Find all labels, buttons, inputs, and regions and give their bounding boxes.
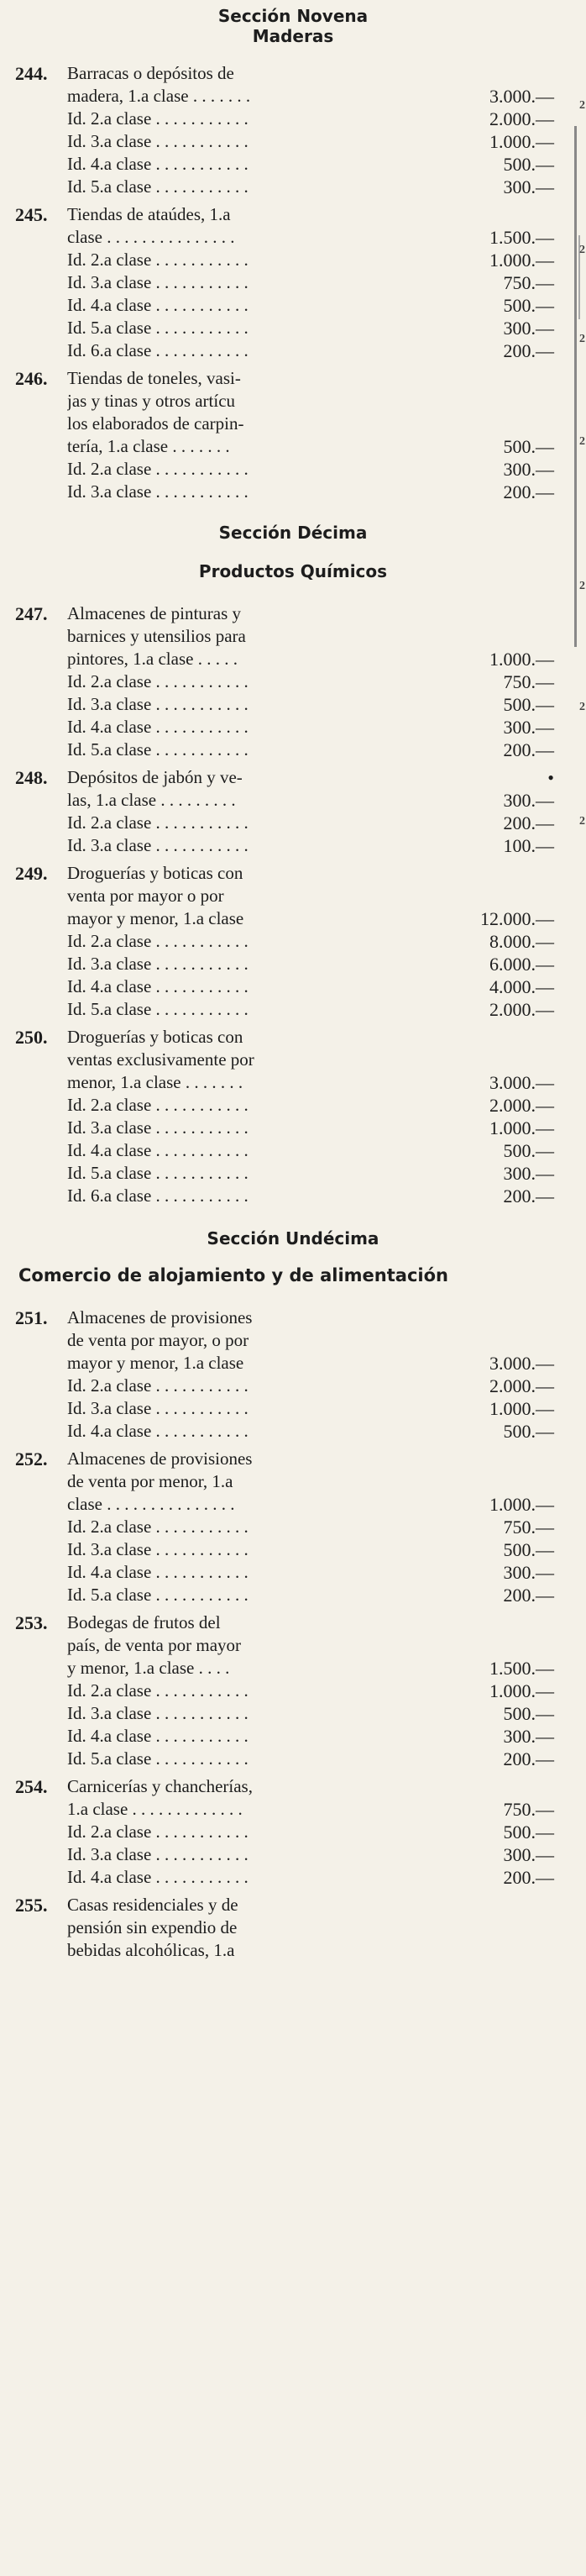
entry-line: Id. 4.a clase . . . . . . . . . . . [67,1421,249,1441]
entry-line: Id. 4.a clase . . . . . . . . . . . [67,295,249,315]
entry-line: Id. 5.a clase . . . . . . . . . . . [67,739,249,760]
entry-amount: 200.— [503,739,554,760]
entry-amount: 200.— [503,812,554,833]
entry-title-line: Carnicerías y chancherías, [67,1776,253,1796]
entry-amount: 3.000.— [489,1072,554,1093]
entry-amount: 1.000.— [489,131,554,152]
entry-amount: 500.— [503,1421,554,1442]
entry-number: 254. [15,1776,48,1797]
entry-amount: 750.— [503,671,554,692]
entry-number: 247. [15,603,48,624]
entry-line: Id. 5.a clase . . . . . . . . . . . [67,1748,249,1769]
entry-amount: 500.— [503,154,554,175]
entry-line: Id. 3.a clase . . . . . . . . . . . [67,481,249,502]
entry-number: 251. [15,1307,48,1328]
entry-amount: 300.— [503,1844,554,1865]
entry-amount: 200.— [503,481,554,502]
entry-number: 249. [15,863,48,884]
entry-amount: 1.500.— [489,1658,554,1679]
entry-line: jas y tinas y otros artícu [67,391,236,411]
entry-line: 1.a clase . . . . . . . . . . . . . [67,1799,243,1819]
entry-amount: 300.— [503,1726,554,1747]
entry-title-line: Droguerías y boticas con [67,863,243,883]
entry-amount: 1.000.— [489,1680,554,1701]
entry-amount: 500.— [503,1140,554,1161]
entry-amount: 200.— [503,340,554,361]
entry-line: Id. 4.a clase . . . . . . . . . . . [67,1562,249,1582]
entry-line: Id. 6.a clase . . . . . . . . . . . [67,1185,249,1206]
entry-amount: 200.— [503,1867,554,1888]
margin-mark: 2 [579,99,585,112]
entry-amount: 3.000.— [489,1353,554,1374]
entry-amount: 300.— [503,790,554,811]
entry-line: Id. 2.a clase . . . . . . . . . . . [67,1095,249,1115]
margin-mark: 2 [579,580,585,592]
entry-amount: 500.— [503,1539,554,1560]
entry-amount: 200.— [503,1585,554,1606]
entry-amount: 1.000.— [489,1117,554,1138]
entry-number: 244. [15,63,48,84]
entry-amount: 8.000.— [489,931,554,952]
entry-amount: 2.000.— [489,1375,554,1396]
entry-line: Id. 4.a clase . . . . . . . . . . . [67,1140,249,1160]
entry-line: Id. 3.a clase . . . . . . . . . . . [67,835,249,855]
entry-line: menor, 1.a clase . . . . . . . [67,1072,243,1092]
entry-line: Id. 2.a clase . . . . . . . . . . . [67,1680,249,1701]
entry-amount: 3.000.— [489,86,554,107]
entry-amount: 750.— [503,272,554,293]
entry-line: Id. 2.a clase . . . . . . . . . . . [67,459,249,479]
entry-amount: 1.000.— [489,250,554,271]
section-subtitle: Productos Químicos [198,561,388,581]
entry-line: Id. 5.a clase . . . . . . . . . . . [67,176,249,197]
entry-line: Id. 3.a clase . . . . . . . . . . . [67,272,249,292]
entry-line: mayor y menor, 1.a clase [67,908,244,928]
entry-title-line: Almacenes de pinturas y [67,603,242,623]
entry-number: 245. [15,204,48,225]
entry-title-line: Almacenes de provisiones [67,1448,253,1469]
entry-line: Id. 2.a clase . . . . . . . . . . . [67,671,249,691]
entry-amount: 300.— [503,717,554,738]
entry-title-line: Bodegas de frutos del [67,1612,221,1632]
entry-line: Id. 5.a clase . . . . . . . . . . . [67,1163,249,1183]
entry-amount: 300.— [503,176,554,197]
entry-line: Id. 4.a clase . . . . . . . . . . . [67,1867,249,1887]
entry-line: Id. 2.a clase . . . . . . . . . . . [67,108,249,129]
entry-amount: 1.000.— [489,1494,554,1515]
entry-line: Id. 2.a clase . . . . . . . . . . . [67,1517,249,1537]
entry-amount: 500.— [503,694,554,715]
entry-line: Id. 4.a clase . . . . . . . . . . . [67,976,249,996]
margin-mark: 2 [579,435,585,448]
entry-title-line: Almacenes de provisiones [67,1307,253,1327]
entry-line: Id. 2.a clase . . . . . . . . . . . [67,931,249,951]
entry-line: Id. 4.a clase . . . . . . . . . . . [67,717,249,737]
entry-title-line: Casas residenciales y de [67,1895,238,1915]
entry-line: de venta por mayor, o por [67,1330,249,1350]
entry-line: Id. 3.a clase . . . . . . . . . . . [67,694,249,714]
entry-amount: • [547,767,554,788]
entry-line: pintores, 1.a clase . . . . . [67,649,238,669]
entry-number: 246. [15,368,48,389]
entry-amount: 300.— [503,1163,554,1184]
entry-amount: 500.— [503,436,554,457]
entry-amount: 500.— [503,1822,554,1843]
margin-mark: 2 [579,701,585,713]
entry-amount: 750.— [503,1799,554,1820]
entry-line: Id. 3.a clase . . . . . . . . . . . [67,1398,249,1418]
margin-mark: 2 [579,333,585,345]
entry-amount: 300.— [503,318,554,339]
entry-line: Id. 4.a clase . . . . . . . . . . . [67,154,249,174]
margin-mark: 2 [579,815,585,828]
entry-amount: 2.000.— [489,108,554,129]
entry-title-line: Tiendas de toneles, vasi- [67,368,241,388]
entry-line: Id. 3.a clase . . . . . . . . . . . [67,1703,249,1723]
entry-line: madera, 1.a clase . . . . . . . [67,86,251,106]
entry-amount: 200.— [503,1748,554,1769]
section-title: Sección Undécima [207,1228,379,1249]
entry-line: y menor, 1.a clase . . . . [67,1658,230,1678]
entry-line: mayor y menor, 1.a clase [67,1353,244,1373]
entry-line: las, 1.a clase . . . . . . . . . [67,790,236,810]
entry-line: Id. 2.a clase . . . . . . . . . . . [67,812,249,833]
entry-line: Id. 3.a clase . . . . . . . . . . . [67,1844,249,1864]
entry-amount: 4.000.— [489,976,554,997]
entry-amount: 1.500.— [489,227,554,248]
entry-amount: 500.— [503,1703,554,1724]
entry-line: bebidas alcohólicas, 1.a [67,1940,235,1960]
entry-line: Id. 5.a clase . . . . . . . . . . . [67,1585,249,1605]
entry-line: país, de venta por mayor [67,1635,242,1655]
entry-line: barnices y utensilios para [67,626,246,646]
section-title: Sección Novena [217,6,369,26]
entry-amount: 1.000.— [489,649,554,670]
entry-amount: 300.— [503,459,554,480]
entry-line: Id. 5.a clase . . . . . . . . . . . [67,318,249,338]
entry-line: pensión sin expendio de [67,1917,238,1937]
entry-line: Id. 2.a clase . . . . . . . . . . . [67,1375,249,1396]
entry-line: Id. 4.a clase . . . . . . . . . . . [67,1726,249,1746]
entry-number: 253. [15,1612,48,1633]
entry-number: 248. [15,767,48,788]
entry-amount: 6.000.— [489,954,554,975]
entry-title-line: Barracas o depósitos de [67,63,234,83]
entry-line: venta por mayor o por [67,886,224,906]
entry-amount: 1.000.— [489,1398,554,1419]
section-subtitle: Maderas [252,26,334,46]
entry-line: Id. 3.a clase . . . . . . . . . . . [67,1117,249,1138]
entry-title-line: Droguerías y boticas con [67,1027,243,1047]
entry-number: 255. [15,1895,48,1916]
entry-number: 250. [15,1027,48,1048]
section-subtitle: Comercio de alojamiento y de alimentación [18,1265,448,1285]
entry-amount: 100.— [503,835,554,856]
entry-line: Id. 5.a clase . . . . . . . . . . . [67,999,249,1019]
entry-line: clase . . . . . . . . . . . . . . . [67,1494,235,1514]
entry-line: tería, 1.a clase . . . . . . . [67,436,230,456]
margin-mark: 2 [579,244,585,256]
entry-amount: 2.000.— [489,999,554,1020]
entry-line: Id. 3.a clase . . . . . . . . . . . [67,131,249,151]
entry-line: de venta por menor, 1.a [67,1471,233,1491]
entry-amount: 2.000.— [489,1095,554,1116]
entry-line: ventas exclusivamente por [67,1049,254,1070]
entry-line: Id. 2.a clase . . . . . . . . . . . [67,1822,249,1842]
entry-line: los elaborados de carpin- [67,413,244,434]
entry-line: Id. 2.a clase . . . . . . . . . . . [67,250,249,270]
entry-line: Id. 6.a clase . . . . . . . . . . . [67,340,249,360]
entry-amount: 300.— [503,1562,554,1583]
entry-amount: 12.000.— [480,908,554,929]
entry-number: 252. [15,1448,48,1469]
entry-amount: 200.— [503,1185,554,1207]
entry-amount: 750.— [503,1517,554,1538]
entry-line: Id. 3.a clase . . . . . . . . . . . [67,954,249,974]
section-title: Sección Décima [218,523,368,543]
entry-line: clase . . . . . . . . . . . . . . . [67,227,235,247]
entry-line: Id. 3.a clase . . . . . . . . . . . [67,1539,249,1559]
entry-title-line: Tiendas de ataúdes, 1.a [67,204,231,224]
entry-title-line: Depósitos de jabón y ve- [67,767,243,787]
entry-amount: 500.— [503,295,554,316]
